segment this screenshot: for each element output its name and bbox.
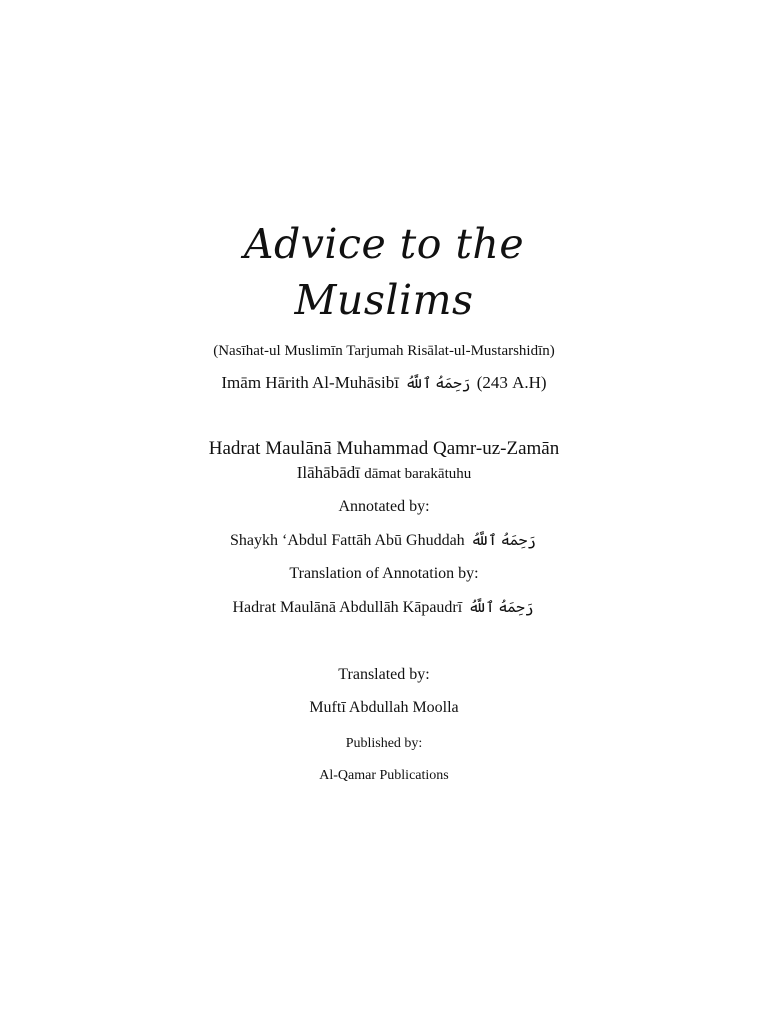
annotation-translator-honorific: رَحِمَهُ ٱللَّهُ: [468, 600, 534, 616]
book-title-line-1: Advice to the: [243, 220, 525, 268]
author-date: (243 A.H): [476, 373, 547, 392]
book-title-line-2: Muslims: [294, 276, 474, 324]
published-by-label: Published by:: [345, 736, 423, 751]
author-name: Imām Hārith Al-Muhāsibī: [221, 373, 399, 392]
author-line: [0, 372, 768, 395]
author-honorific: رَحِمَهُ ٱللَّهُ: [405, 376, 471, 392]
annotation-translator-name: Hadrat Maulānā Abdullāh Kāpaudrī: [232, 599, 463, 616]
annotation-translator-line: [0, 597, 768, 619]
translation-of-annotation-label: Translation of Annotation by:: [289, 565, 479, 582]
annotator-name: Shaykh ‘Abdul Fattāh Abū Ghuddah: [230, 532, 465, 549]
book-subtitle: (Nasīhat-ul Muslimīn Tarjumah Risālat-ul-Mustarshidīn): [213, 343, 555, 359]
translated-by-label: Translated by:: [338, 666, 430, 683]
publisher-name: Al-Qamar Publications: [319, 768, 449, 783]
annotated-by-label: Annotated by:: [338, 498, 430, 515]
hadrat-name-continued: Ilāhābādī: [296, 463, 360, 482]
annotator-honorific: رَحِمَهُ ٱللَّهُ: [470, 533, 536, 549]
annotator-line: [0, 530, 768, 552]
hadrat-line-2: [0, 462, 768, 485]
hadrat-line-1: Hadrat Maulānā Muhammad Qamr-uz-Zamān: [208, 438, 560, 459]
hadrat-title: dāmat barakātuhu: [364, 466, 472, 482]
translator-name: Muftī Abdullah Moolla: [309, 699, 459, 716]
